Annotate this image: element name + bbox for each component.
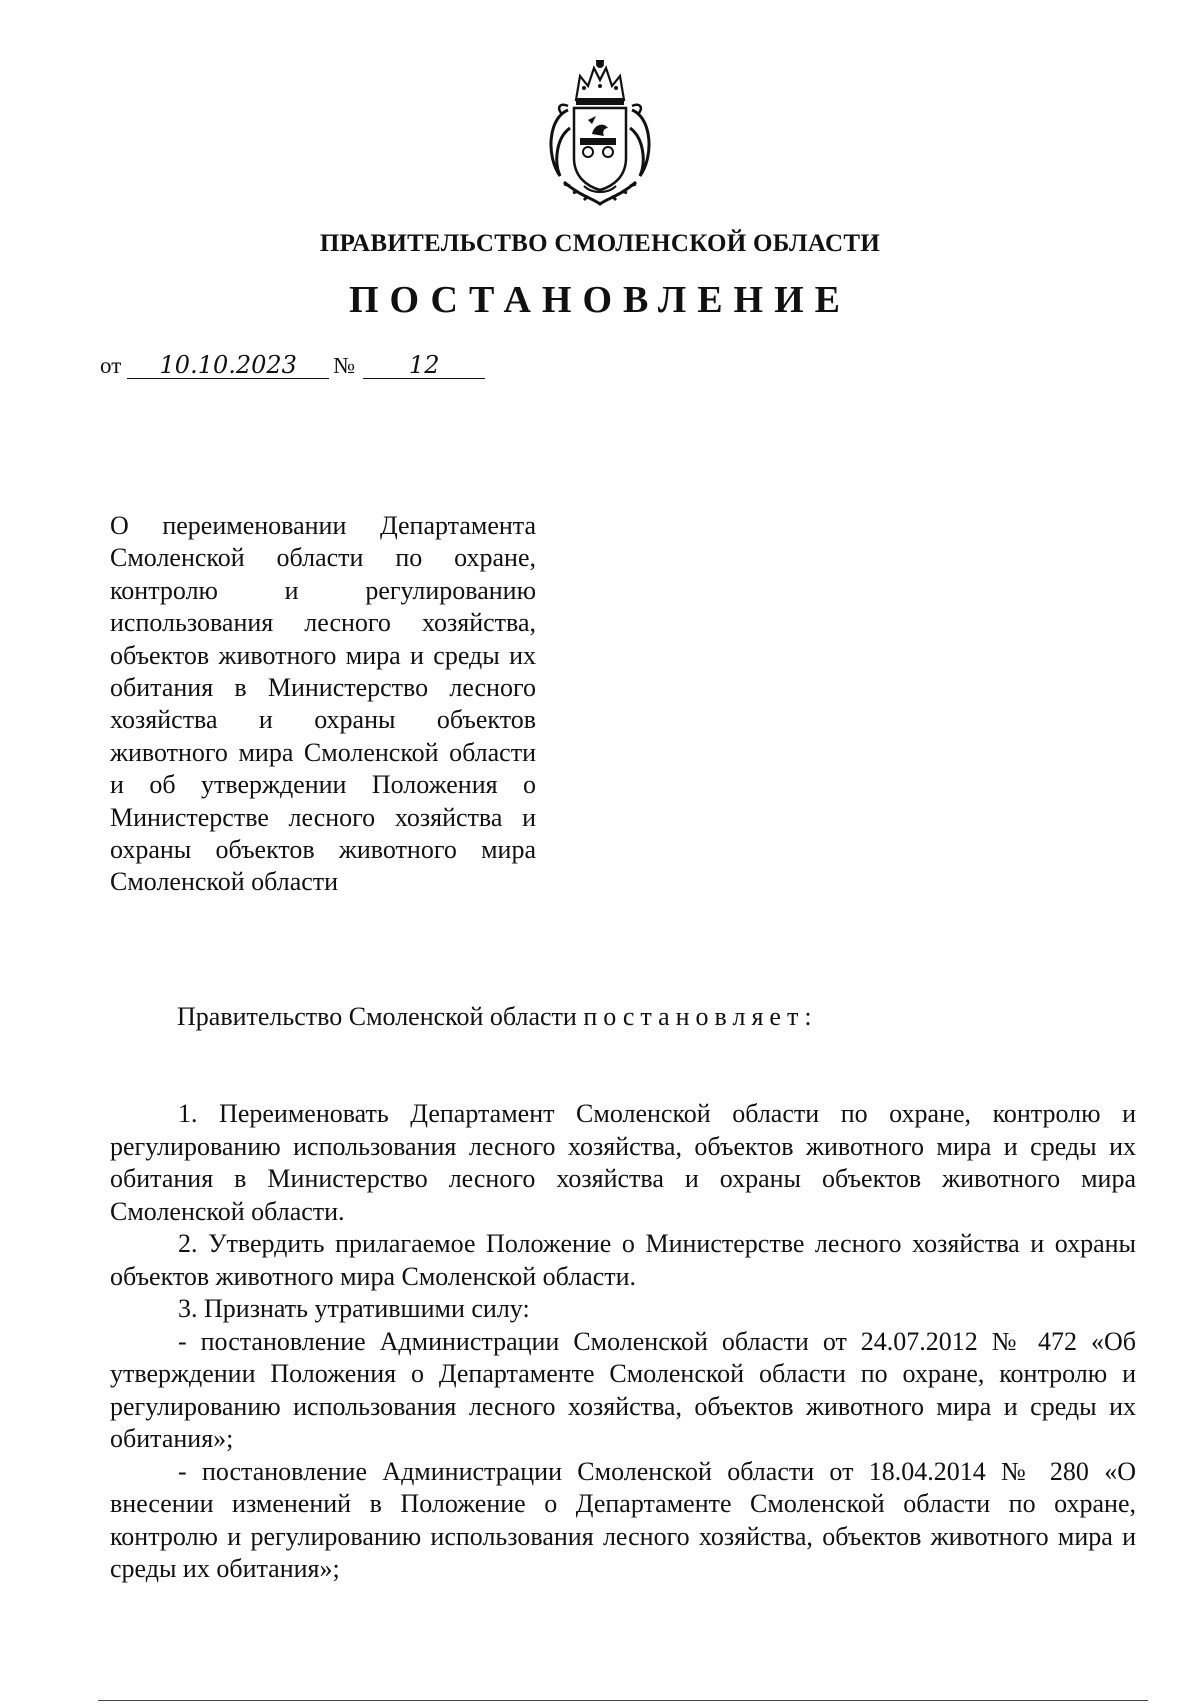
preamble-spaced-word: постановляет: xyxy=(583,1002,818,1031)
page-bottom-divider xyxy=(98,1700,1148,1701)
document-subject: О переименовании Департамента Смоленской области по охране, контролю и регулированию использования лесного хозяйства, объектов животного мира и среды их обитания в Министерство лесного хозяйства и охраны объектов животного мира Смоленской области и об утверждении Положения о Министерстве лесного хозяйства и охраны объектов животного мира Смоленской области xyxy=(110,511,536,897)
document-date: 10.10.2023 xyxy=(127,352,329,379)
body-paragraph: - постановление Администрации Смоленской области от 24.07.2012 № 472 «Об утверждении Положения о Департаменте Смоленской области по охране, контролю и регулированию использования лесного хозяйства, объектов животного мира и среды их обитания»; xyxy=(110,1326,1136,1453)
document-type-title: ПОСТАНОВЛЕНИЕ xyxy=(348,279,852,321)
preamble-text: Правительство Смоленской области xyxy=(177,1002,577,1031)
preamble xyxy=(177,1002,818,1032)
document-number: 12 xyxy=(363,352,485,379)
document-body xyxy=(110,1098,1136,1586)
organization-title: ПРАВИТЕЛЬСТВО СМОЛЕНСКОЙ ОБЛАСТИ xyxy=(319,230,881,257)
body-paragraph: - постановление Администрации Смоленской области от 18.04.2014 № 280 «О внесении изменений в Положение о Департаменте Смоленской области по охране, контролю и регулированию использования лесного хозяйства, объектов животного мира и среды их обитания»; xyxy=(110,1456,1136,1583)
body-paragraph: 2. Утвердить прилагаемое Положение о Министерстве лесного хозяйства и охраны объектов животного мира Смоленской области. xyxy=(110,1229,1136,1291)
smolensk-coat-of-arms-icon xyxy=(540,58,660,208)
date-number-line xyxy=(100,352,485,379)
date-prefix: от xyxy=(100,353,122,378)
number-sign: № xyxy=(333,353,356,378)
body-paragraph: 3. Признать утратившими силу: xyxy=(178,1294,530,1323)
body-paragraph: 1. Переименовать Департамент Смоленской области по охране, контролю и регулированию использования лесного хозяйства, объектов животного мира и среды их обитания в Министерство лесного хозяйства и охраны объектов животного мира Смоленской области. xyxy=(110,1099,1136,1226)
